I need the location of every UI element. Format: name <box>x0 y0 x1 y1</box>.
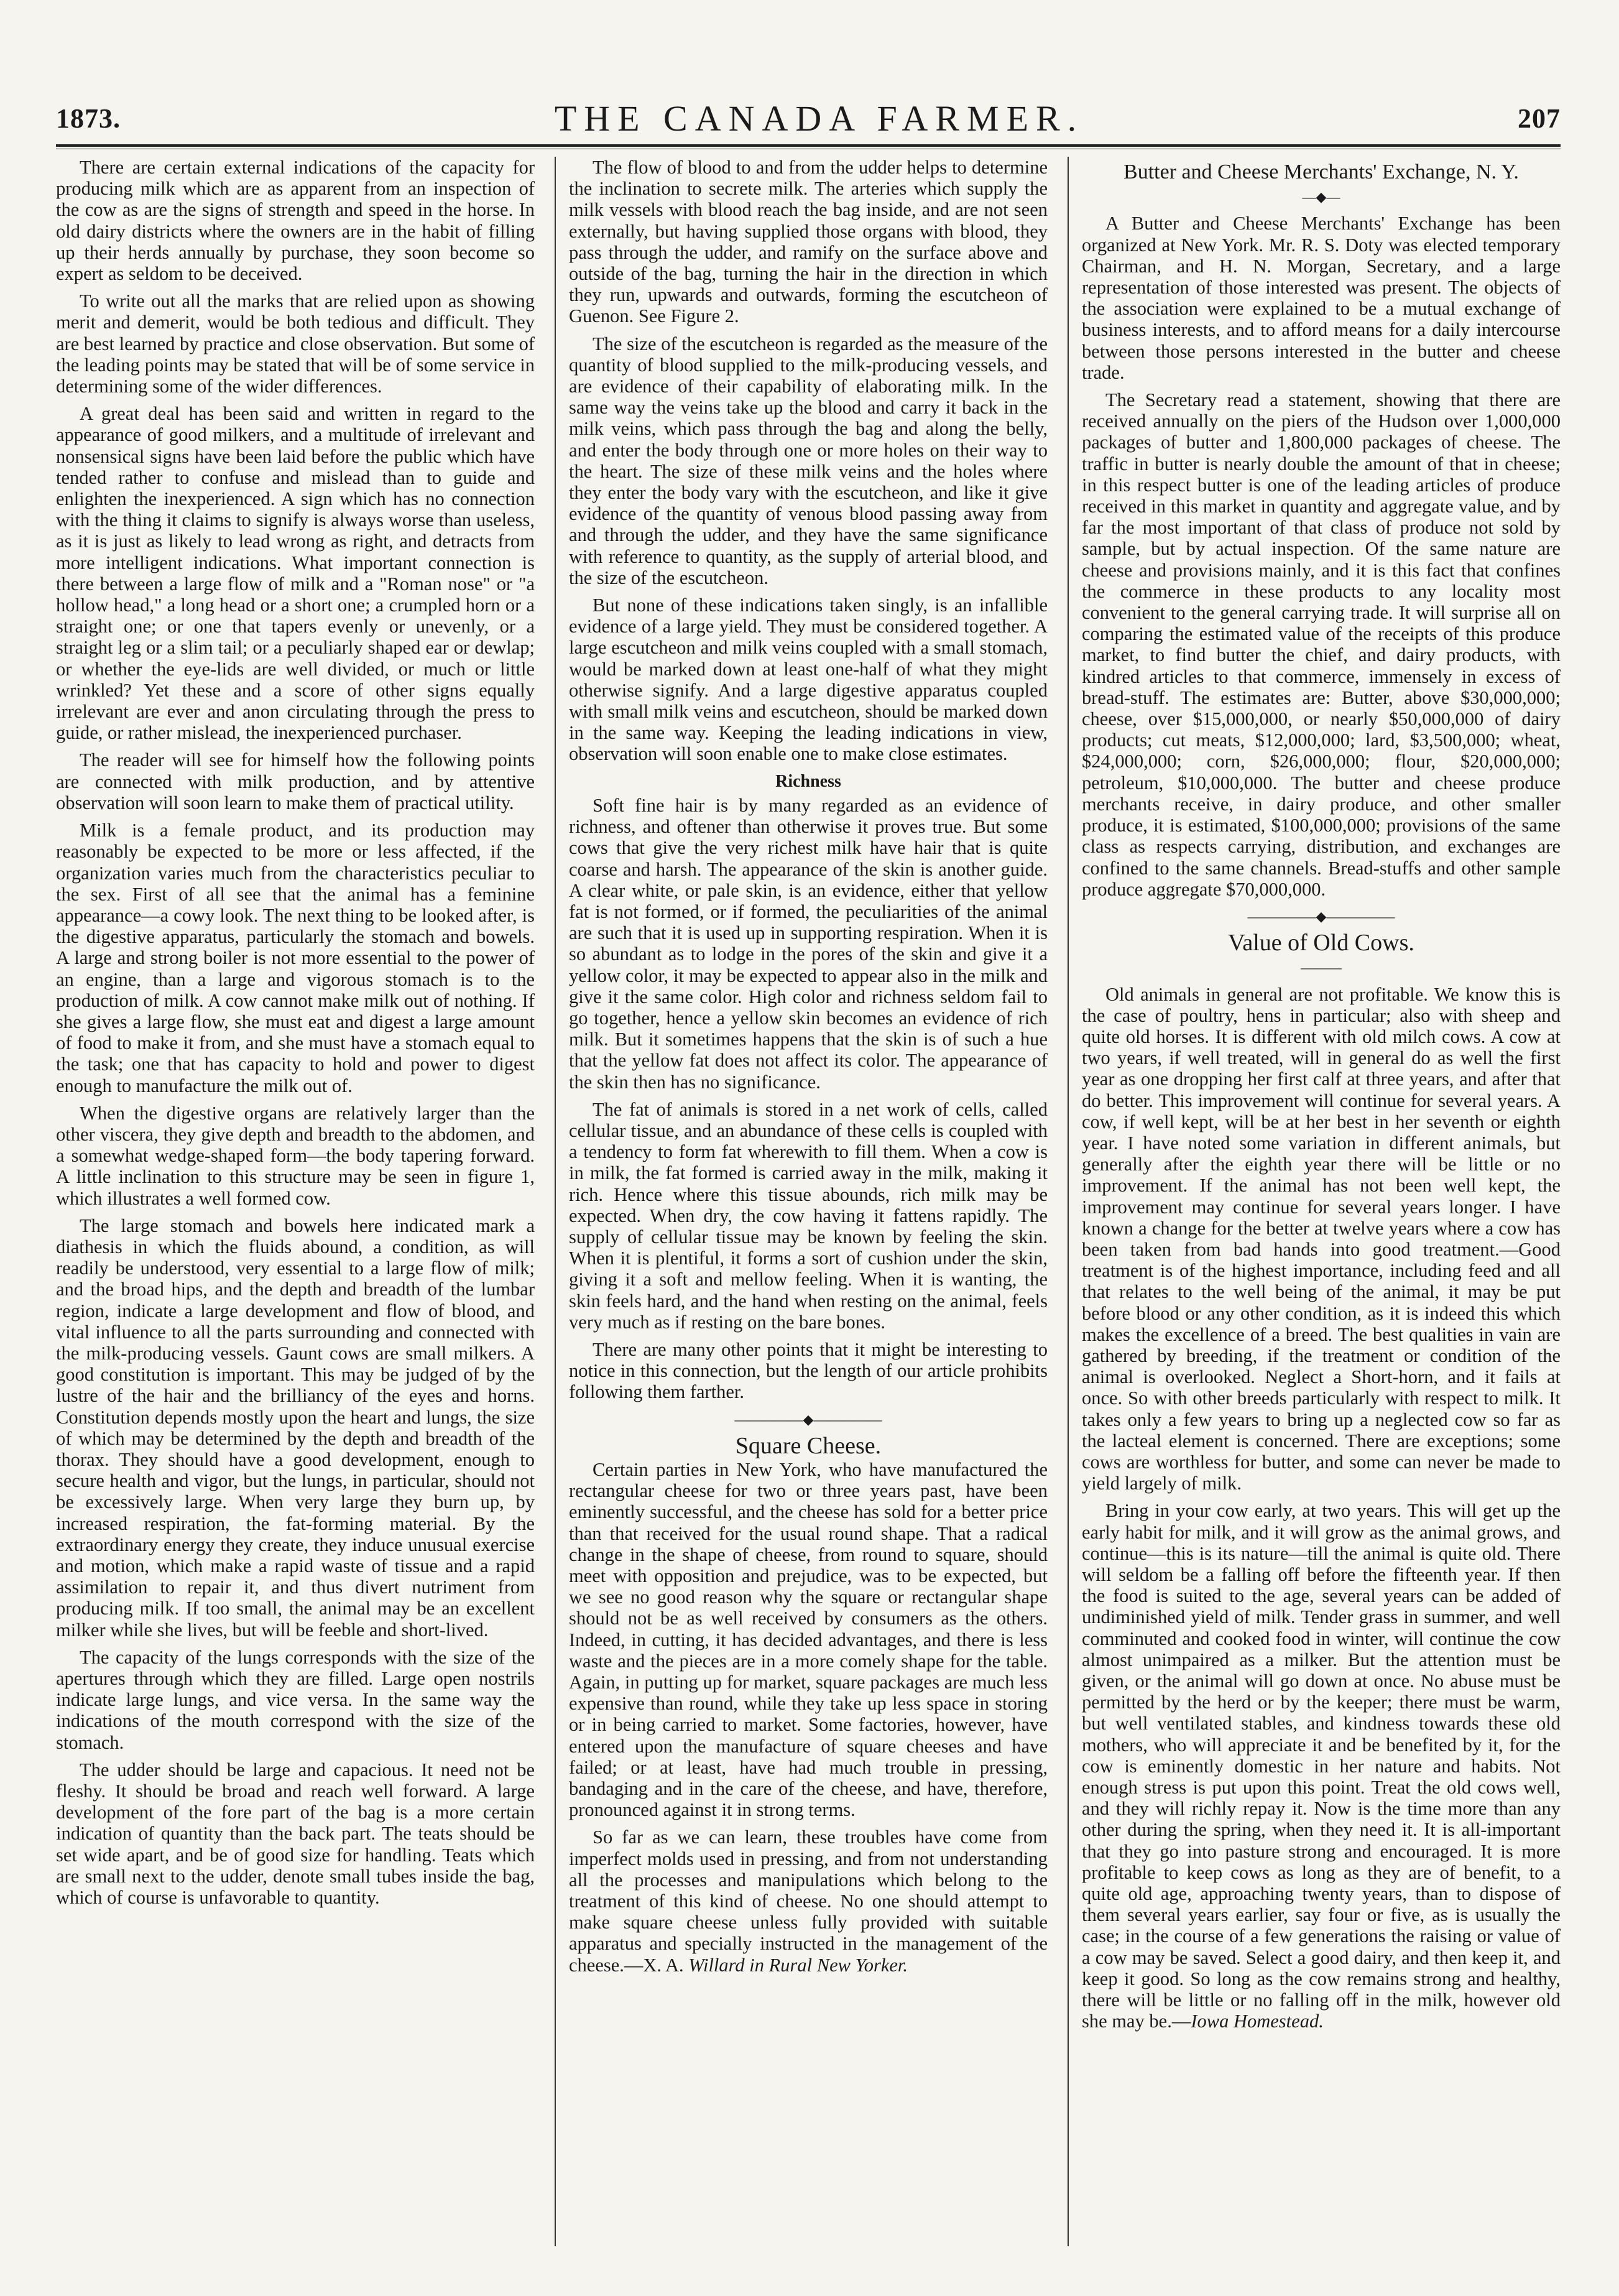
column-divider-1 <box>555 157 556 2246</box>
paragraph: To write out all the marks that are relied upon as showing merit and demerit, would be both tedious and difficult. They are best learned by practice and close observation. But some of the leading points may be stated that will be of some service in determining some of the wider differences. <box>56 290 535 397</box>
paragraph: Certain parties in New York, who have manufactured the rectangular cheese for two or three years past, have been eminently successful, and the cheese has sold for a better price than that received for the usual round shape. That a radical change in the shape of cheese, from round to square, should meet with opposition and prejudice, was to be expected, but we see no good reason why the square or rectangular shape should not be as well received by consumers as the others. Indeed, in cutting, it has decided advantages, and there is less waste and the pieces are in a more comely shape for the table. Again, in putting up for market, square packages are much less expensive than round, while they take up less space in storing or in being carried to market. Some factories, however, have entered upon the manufacture of square cheeses and have failed; or at least, have had much trouble in pressing, bandaging and in the care of the cheese, and have, therefore, pronounced against it in strong terms. <box>569 1458 1048 1821</box>
paragraph: The fat of animals is stored in a net work of cells, called cellular tissue, and an abundance of these cells is coupled with a tendency to form fat wherewith to fill them. When a cow is in milk, the fat formed is carried away in the milk, making it rich. Hence where this tissue abounds, rich milk may be expected. When dry, the cow having it fattens rapidly. The supply of cellular tissue may be known by feeling the skin. When it is plentiful, it forms a sort of cushion under the skin, giving it a soft and mellow feeling. When it is wanting, the skin feels hard, and the hand when resting on the animal, feels very much as if resting on the bare bones. <box>569 1098 1048 1333</box>
ornament-divider: ——— <box>1301 960 1342 976</box>
paragraph <box>569 1826 1048 1975</box>
paragraph: Soft fine hair is by many regarded as an evidence of richness, and oftener than otherwise it proves true. But some cows that give the very richest milk have hair that is quite coarse and harsh. The appearance of the skin is another guide. A clear white, or pale skin, is an evidence, either that yellow fat is not formed, or if formed, the peculiarities of the animal are such that it is used up in supporting respiration. When it is so abundant as to lodge in the pores of the skin and give it a yellow color, it may be expected to appear also in the milk and give it the same color. High color and richness seldom fail to go together, hence a yellow skin becomes an evidence of rich milk. But it sometimes happens that the skin is of such a hue that the yellow fat does not affect its color. The appearance of the skin then has no significance. <box>569 794 1048 1093</box>
paragraph: There are certain external indications of the capacity for producing milk which are as apparent from an inspection of the cow as are the signs of strength and speed in the horse. In old dairy districts where the owners are in the habit of filling up their herds annually by purchase, they soon become so expert as seldom to be deceived. <box>56 157 535 285</box>
source-credit: Iowa Homestead. <box>1191 2011 1324 2032</box>
paragraph: There are many other points that it might be interesting to notice in this connection, but the length of our article prohibits following them farther. <box>569 1338 1048 1403</box>
paragraph: The flow of blood to and from the udder helps to determine the inclination to secrete milk. The arteries which supply the milk vessels with blood reach the bag inside, and are not seen externally, but having supplied those organs with blood, they pass through the udder, and ramify on the surface above and outside of the bag, turning the hair in the direction in which they run, upwards and outwards, forming the escutcheon of Guenon. See Figure 2. <box>569 157 1048 327</box>
column-divider-2 <box>1068 157 1069 2246</box>
column-2 <box>569 157 1048 2246</box>
paragraph: But none of these indications taken singly, is an infallible evidence of a large yield. They must be considered together. A large escutcheon and milk veins coupled with a small stomach, would be marked down at least one-half of what they might otherwise signify. And a large digestive apparatus coupled with small milk veins and escutcheon, should be marked down in the same way. Keeping the leading indications in view, observation will soon enable one to make close estimates. <box>569 595 1048 765</box>
article-title-old-cows: Value of Old Cows. <box>1228 930 1414 956</box>
paragraph: The Secretary read a statement, showing that there are received annually on the piers of the Hudson over 1,000,000 packages of butter and 1,800,000 packages of cheese. The traffic in butter is nearly double the amount of that in cheese; in this respect butter is one of the leading articles of produce received in this market in quantity and aggregate value, and by far the most important of that class of produce not sold by sample, but by actual inspection. Of the same nature are cheese and provisions mainly, and it is this fact that confines the commerce in these products to any locality most convenient to the general carrying trade. It will surprise all on comparing the estimated value of the receipts of this produce market, to find butter the chief, and dairy products, with kindred articles to that commerce, immensely in excess of bread-stuff. The estimates are: Butter, above $30,000,000; cheese, over $15,000,000, or nearly $50,000,000 of dairy products; cut meats, $12,000,000; lard, $3,500,000; wheat, $24,000,000; corn, $26,000,000; flour, $20,000,000; petroleum, $10,000,000. The butter and cheese produce merchants receive, in dairy produce, and other smaller produce, it is estimated, $100,000,000; provisions of the same class as respects carrying, distribution, and exchanges are confined to the same channels. Bread-stuffs and other sample produce aggregate $70,000,000. <box>1082 389 1561 900</box>
paragraph: The reader will see for himself how the following points are connected with milk production, and by attentive observation will soon learn to make them of practical utility. <box>56 749 535 813</box>
paragraph-text: So far as we can learn, these troubles have come from imperfect molds used in pressing, and from not understanding all the processes and manipulations which belong to the treatment of this kind of cheese. No one should attempt to make square cheese unless fully provided with suitable apparatus and specially instructed in the management of the cheese.—X. A. <box>569 1826 1048 1976</box>
paragraph: The udder should be large and capacious. It need not be fleshy. It should be broad and reach well forward. A large development of the fore part of the bag is a more certain indication of quantity than the back part. The teats should be set wide apart, and be of good size for handling. Teats which are small next to the udder, denote small tubes inside the bag, which of course is unfavorable to quantity. <box>56 1759 535 1909</box>
paragraph: A great deal has been said and written in regard to the appearance of good milkers, and a multitude of irrelevant and nonsensical signs have been laid before the public which have tended rather to confuse and mislead than to guide and enlighten the inexperienced. A sign which has no connection with the thing it claims to signify is always worse than useless, as it is just as likely to lead wrong as right, and detracts from more intelligent indications. What important connection is there between a large flow of milk and a "Roman nose" or "a hollow head," a long head or a short one; a crumpled horn or a straight one; or one that tapers evenly or unevenly, or a straight leg or a slim tail; or a peculiarly shaped ear or dewlap; or whether the eye-lids are well divided, or much or little wrinkled? Yet these and a score of other signs equally irrelevant are ever and anon circulating through the press to guide, or rather mislead, the inexperienced purchaser. <box>56 403 535 744</box>
paragraph: The large stomach and bowels here indicated mark a diathesis in which the fluids abound, a condition, as will readily be understood, very essential to a large flow of milk; and the broad hips, and the depth and breadth of the lumbar region, indicate a large development and flow of blood, and vital influence to all the parts surrounding and connected with the milk-producing vessels. Gaunt cows are small milkers. A good constitution is important. This may be judged of by the lustre of the hair and the brilliancy of the eyes and horns. Constitution depends mostly upon the heart and lungs, the size of which may be determined by the depth and breadth of the thorax. They should have a good development, enough to secure health and vigor, but the lungs, in particular, should not be excessively large. When very large they burn up, by increased respiration, the fat-forming material. By the extraordinary energy they create, they induce unusual exercise and motion, which make a rapid waste of tissue and a rapid assimilation to repair it, and thus divert nutriment from producing milk. If too small, the animal may be an excellent milker while she lives, but will be feeble and short-lived. <box>56 1215 535 1641</box>
paragraph-text: Bring in your cow early, at two years. This will get up the early habit for milk, and it will grow as the animal grows, and continue—this is its nature—till the animal is quite old. There will seldom be a falling off before the fifteenth year. If then the food is suited to the age, several years can be added of undiminished yield of milk. Tender grass in summer, and well comminuted and cooked food in winter, will continue the cow almost unimpaired as a milker. But the attention must be given, or the animal will go down at once. No abuse must be permitted by the herd or by the keeper; there must be warm, but well ventilated stables, and kindness towards these old mothers, who will appreciate it and be benefited by it, for the cow is eminently domestic in her nature and habits. Not enough stress is put upon this point. Treat the old cows well, and they will richly repay it. Now is the time more than any other during the spring, when they need it. It is all-important that they go into pasture strong and encouraged. It is more profitable to keep cows as long as they are of benefit, to a quite old age, approaching twenty years, than to dispose of them several years earlier, say four or five, as is usually the case; in the course of a few generations the raising or value of a cow may be saved. Select a good dairy, and then keep it, and keep it good. So long as the cow remains strong and healthy, there will be little or no falling off in the milk, however old she may be.— <box>1082 1500 1561 2032</box>
paragraph: Milk is a female product, and its production may reasonably be expected to be more or less affected, if the organization varies much from the characteristics peculiar to the sex. First of all see that the animal has a feminine appearance—a cowy look. The next thing to be looked after, is the digestive apparatus, particularly the stomach and bowels. A large and strong boiler is not more essential to the power of an engine, than a large and vigorous stomach is to the production of milk. A cow cannot make milk out of nothing. If she gives a large flow, she must eat and digest a large amount of food to make it from, and she must have a stomach equal to the task; one that has capacity to hold and power to digest enough to manufacture the milk out of. <box>56 820 535 1096</box>
paragraph: The capacity of the lungs corresponds with the size of the apertures through which they are filled. Large open nostrils indicate large lungs, and vice versa. In the same way the indications of the mouth correspond with the size of the stomach. <box>56 1646 535 1753</box>
subheading-richness: Richness <box>775 771 841 791</box>
article-title-exchange: Butter and Cheese Merchants' Exchange, N. Y. <box>1123 160 1519 183</box>
article-title-square-cheese: Square Cheese. <box>735 1432 882 1459</box>
ornament-divider: —————◆————— <box>1247 908 1395 924</box>
paragraph: A Butter and Cheese Merchants' Exchange has been organized at New York. Mr. R. S. Doty was elected temporary Chairman, and H. N. Morgan, Secretary, and a large representation of those interested was present. The objects of the association were explained to be a mutual exchange of business interests, and to afford means for a daily intercourse between those persons interested in the butter and cheese trade. <box>1082 213 1561 383</box>
byline: Willard in Rural New Yorker. <box>688 1954 908 1976</box>
ornament-divider: —◆— <box>1302 189 1340 205</box>
column-3 <box>1082 157 1561 2246</box>
paragraph: When the digestive organs are relatively larger than the other viscera, they give depth and breadth to the abdomen, and a somewhat wedge-shaped form—the body tapering forward. A little inclination to this structure may be seen in figure 1, which illustrates a well formed cow. <box>56 1102 535 1209</box>
paragraph <box>1082 1500 1561 2032</box>
paragraph: The size of the escutcheon is regarded as the measure of the quantity of blood supplied to the milk-producing vessels, and are evidence of their capability of elaborating milk. In the same way the veins take up the blood and carry it back in the milk veins, which pass through the bag and along the belly, and enter the body through one or more holes on their way to the heart. The size of these milk veins and the holes where they enter the body vary with the escutcheon, and like it give evidence of the quantity of venous blood passing away from and through the udder, and they have the same significance with reference to quantity, as the supply of arterial blood, and the size of the escutcheon. <box>569 333 1048 588</box>
page-number: 207 <box>1518 103 1561 134</box>
page-header <box>56 93 1561 143</box>
ornament-divider: —————◆————— <box>734 1411 882 1427</box>
header-year: 1873. <box>56 103 121 134</box>
header-rule <box>56 144 1561 149</box>
column-1 <box>56 157 535 2246</box>
masthead: THE CANADA FARMER. <box>554 98 1084 139</box>
paragraph: Old animals in general are not profitable. We know this is the case of poultry, hens in particular; also with sheep and quite old horses. It is different with old milch cows. A cow at two years, if well treated, will in general do as well the first year as one dropping her first calf at three years, and after that do better. This improvement will continue for several years. A cow, if well kept, will be at her best in her seventh or eighth year. I have noted some variation in different animals, but generally after the eighth year there will be little or no improvement. If the animal has not been well kept, the improvement may continue for several years longer. I have known a change for the better at twelve years where a cow has been taken from bad hands into good treatment.—Good treatment is of the highest importance, including feed and all that relates to the well being of the animal, it may be put before blood or any other condition, as it is indeed this which makes the excellence of a breed. The best qualities in vain are gathered by breeding, if the treatment or condition of the animal is overlooked. Neglect a Short-horn, and it fails at once. So with other breeds particularly with respect to milk. It takes only a few years to bring up a neglected cow so far as the lacteal element is concerned. There are exceptions; some cows are worthless for butter, and some can never be made to yield largely of milk. <box>1082 983 1561 1494</box>
